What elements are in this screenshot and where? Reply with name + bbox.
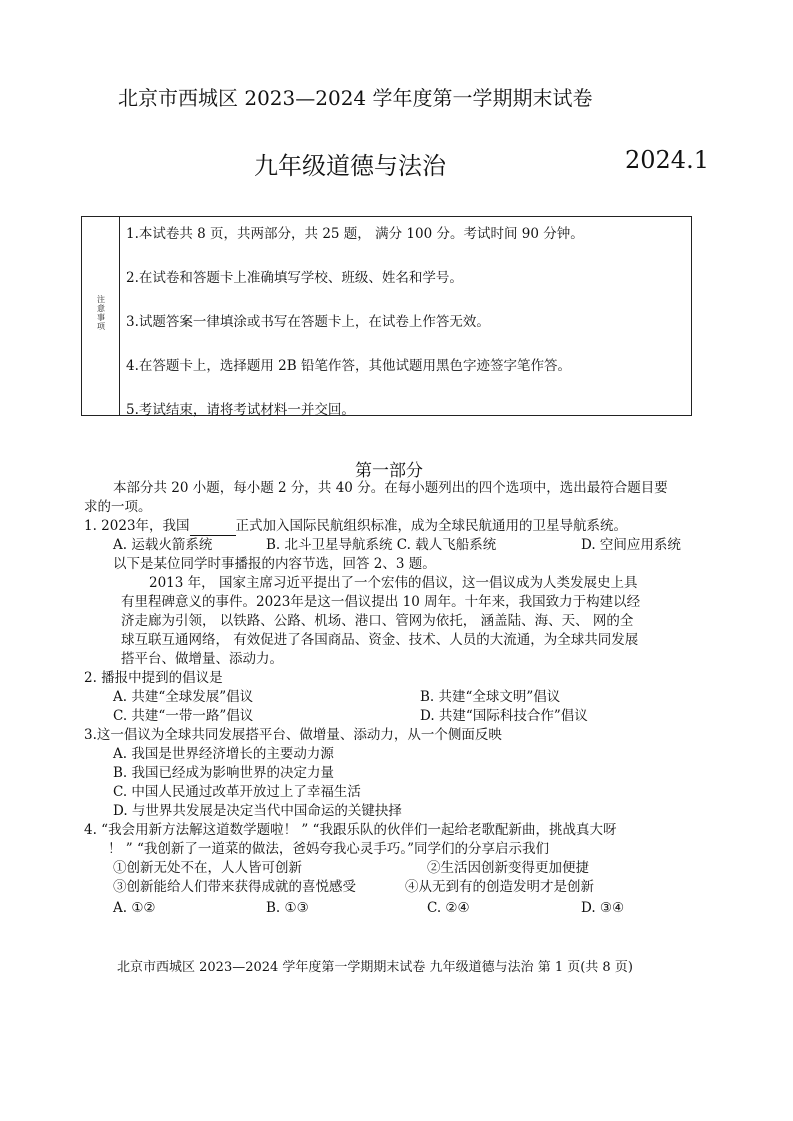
exam-date: 2024.1 — [625, 146, 709, 174]
question-1-option: A. 运载火箭系统 — [113, 537, 213, 553]
question-4-stem-line1: 4. “我会用新方法解这道数学题啦！ ” “我跟乐队的伙伴们一起给老歌配新曲，挑战真大呀 — [84, 822, 617, 838]
notice-label-cell — [82, 217, 120, 415]
material-line: 搭平台、做增量、添动力。 — [121, 651, 283, 667]
exam-title: 北京市西城区 2023—2024 学年度第一学期期末试卷 — [118, 86, 593, 110]
question-2-option: B. 共建“全球文明”倡议 — [420, 689, 561, 705]
notice-label: 注意事项 — [97, 295, 105, 331]
notice-item: 4.在答题卡上，选择题用 2B 铅笔作答，其他试题用黑色字迹签字笔作答。 — [126, 358, 571, 374]
question-3-stem: 3.这一倡议为全球共同发展搭平台、做增量、添动力，从一个侧面反映 — [84, 727, 502, 743]
question-1-option: D. 空间应用系统 — [581, 537, 681, 553]
question-2-option: D. 共建“国际科技合作”倡议 — [420, 708, 588, 724]
answer-blank — [190, 521, 236, 536]
notice-box — [81, 216, 692, 416]
question-1-stem-start: 1. 2023年，我国 — [84, 518, 190, 534]
question-1-stem-end: 正式加入国际民航组织标准，成为全球民航通用的卫星导航系统。 — [235, 518, 628, 534]
question-2-option: A. 共建“全球发展”倡议 — [113, 689, 254, 705]
material-line: 济走廊为引领， 以铁路、公路、机场、港口、管网为依托， 涵盖陆、海、天、 网的全 — [121, 613, 634, 629]
subject-title: 九年级道德与法治 — [254, 152, 446, 180]
question-4-statement: ①创新无处不在，人人皆可创新 — [113, 860, 302, 876]
question-2-stem: 2. 播报中提到的倡议是 — [84, 670, 223, 686]
page-footer: 北京市西城区 2023—2024 学年度第一学期期末试卷 九年级道德与法治 第 1 页(共 8 页) — [117, 960, 633, 975]
question-3-option: C. 中国人民通过改革开放过上了幸福生活 — [113, 784, 361, 800]
question-1-stem — [84, 517, 627, 536]
material-intro: 以下是某位同学时事播报的内容节选，回答 2、3 题。 — [113, 556, 436, 572]
material-line: 有里程碑意义的事件。2023年是这一倡议提出 10 周年。十年来，我国致力于构建以经 — [121, 594, 641, 610]
question-3-option: A. 我国是世界经济增长的主要动力源 — [113, 746, 334, 762]
question-2-option: C. 共建“一带一路”倡议 — [113, 708, 254, 724]
question-4-option: B. ①③ — [266, 900, 309, 916]
notice-item: 1.本试卷共 8 页，共两部分，共 25 题， 满分 100 分。考试时间 90 分钟。 — [126, 226, 584, 242]
notice-item: 2.在试卷和答题卡上准确填写学校、班级、姓名和学号。 — [126, 270, 463, 286]
question-4-option: D. ③④ — [581, 900, 625, 916]
notice-item: 3.试题答案一律填涂或书写在答题卡上，在试卷上作答无效。 — [126, 314, 490, 330]
part-intro-line2: 求的一项。 — [84, 499, 152, 515]
material-line: 2013 年， 国家主席习近平提出了一个宏伟的倡议，这一倡议成为人类发展史上具 — [149, 575, 638, 591]
question-4-stem-line2: ！ ” “我创新了一道菜的做法，爸妈夸我心灵手巧。”同学们的分享启示我们 — [108, 841, 550, 857]
notice-item: 5.考试结束，请将考试材料一并交回。 — [126, 402, 355, 418]
question-1-option: B. 北斗卫星导航系统 C. 载人飞船系统 — [266, 537, 497, 553]
question-4-statement: ④从无到有的创造发明才是创新 — [405, 879, 594, 895]
question-4-statement: ②生活因创新变得更加便捷 — [427, 860, 589, 876]
question-4-option: C. ②④ — [427, 900, 470, 916]
question-4-option: A. ①② — [113, 900, 156, 916]
material-line: 球互联互通网络， 有效促进了各国商品、资金、技术、人员的大流通，为全球共同发展 — [121, 632, 639, 648]
question-4-statement: ③创新能给人们带来获得成就的喜悦感受 — [113, 879, 356, 895]
question-3-option: B. 我国已经成为影响世界的决定力量 — [113, 765, 335, 781]
part-intro-line1: 本部分共 20 小题，每小题 2 分，共 40 分。在每小题列出的四个选项中，选出最符合题目要 — [113, 480, 668, 496]
part-title: 第一部分 — [355, 461, 423, 481]
question-3-option: D. 与世界共发展是决定当代中国命运的关键抉择 — [113, 803, 402, 819]
